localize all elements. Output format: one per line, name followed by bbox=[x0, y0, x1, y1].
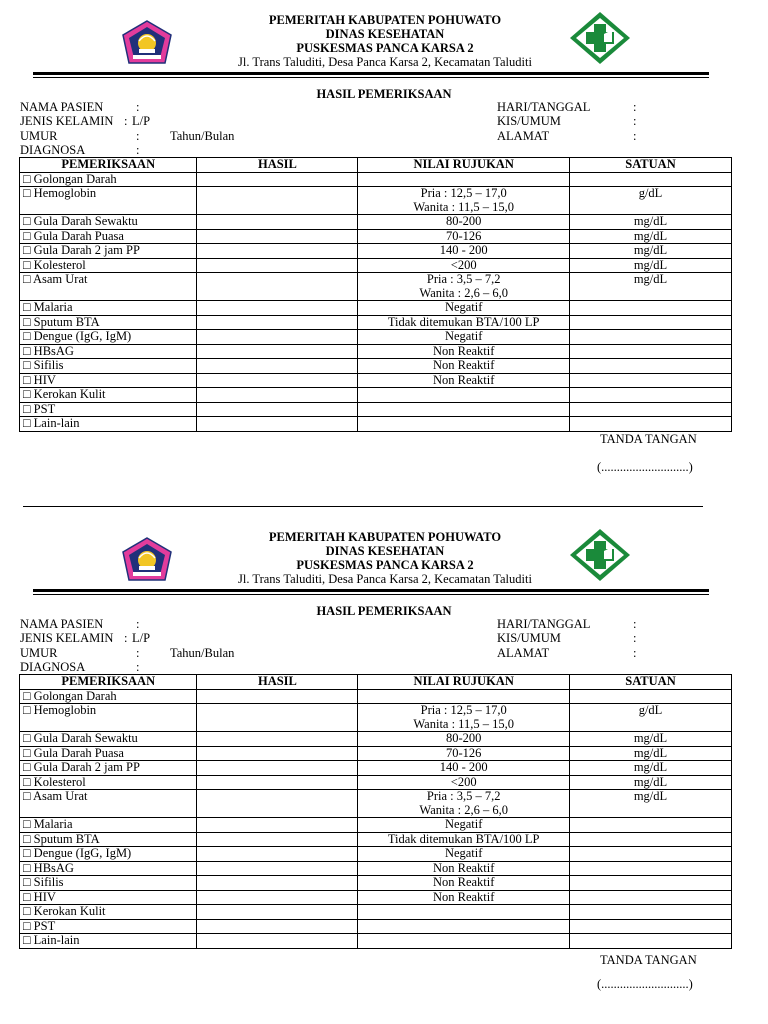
table-row bbox=[20, 832, 732, 847]
result-cell[interactable] bbox=[197, 417, 358, 432]
reference-value-cell bbox=[358, 790, 570, 818]
reference-value-cell bbox=[358, 244, 570, 259]
reference-value-cell bbox=[358, 919, 570, 934]
diagnosa-colon: : bbox=[136, 660, 140, 675]
unit-cell bbox=[569, 861, 731, 876]
reference-value: Pria : 3,5 – 7,2 bbox=[426, 789, 501, 803]
table-row bbox=[20, 818, 732, 833]
header-nilai-rujukan: NILAI RUJUKAN bbox=[358, 158, 570, 173]
table-row bbox=[20, 876, 732, 891]
umur-row bbox=[20, 646, 350, 660]
hari-tanggal-colon: : bbox=[633, 100, 637, 114]
hari-tanggal-row bbox=[497, 100, 667, 114]
puskesmas-cross-icon bbox=[568, 527, 632, 583]
unit-cell: mg/dL bbox=[569, 732, 731, 747]
result-cell[interactable] bbox=[197, 388, 358, 403]
exam-name-cell[interactable]: □ Gula Darah 2 jam PP bbox=[20, 244, 197, 259]
unit-cell bbox=[569, 388, 731, 403]
patient-info-left bbox=[20, 100, 350, 158]
reference-value-cell bbox=[358, 847, 570, 862]
table-row bbox=[20, 172, 732, 187]
kis-umum-label: KIS/UMUM bbox=[497, 114, 561, 129]
reference-value: Negatif bbox=[444, 846, 483, 860]
exam-name-cell[interactable]: □ Hemoglobin bbox=[20, 187, 197, 215]
exam-name-cell[interactable]: □ Gula Darah Sewaktu bbox=[20, 215, 197, 230]
unit-cell bbox=[569, 417, 731, 432]
clinic-name: PUSKESMAS PANCA KARSA 2 bbox=[296, 41, 474, 55]
header-hasil: HASIL bbox=[197, 675, 358, 690]
unit-cell: mg/dL bbox=[569, 790, 731, 818]
result-cell[interactable] bbox=[197, 689, 358, 704]
exam-name-cell[interactable]: □ Dengue (IgG, IgM) bbox=[20, 847, 197, 862]
signature-label: TANDA TANGAN bbox=[600, 432, 697, 446]
exam-name-cell[interactable]: □ Lain-lain bbox=[20, 934, 197, 949]
unit-cell: mg/dL bbox=[569, 761, 731, 776]
reference-value-cell bbox=[358, 172, 570, 187]
exam-name-cell[interactable]: □ Asam Urat bbox=[20, 273, 197, 301]
form-separator-line bbox=[23, 506, 703, 507]
result-cell[interactable] bbox=[197, 861, 358, 876]
signature-field[interactable]: (............................) bbox=[597, 977, 693, 991]
umur-unit: Tahun/Bulan bbox=[170, 128, 235, 143]
table-row bbox=[20, 905, 732, 920]
alamat-row bbox=[497, 129, 667, 143]
exam-name-cell[interactable]: □ HBsAG bbox=[20, 344, 197, 359]
patient-info-right bbox=[497, 100, 667, 143]
exam-name-cell[interactable]: □ HIV bbox=[20, 373, 197, 388]
result-cell[interactable] bbox=[197, 876, 358, 891]
reference-value: Non Reaktif bbox=[432, 889, 495, 904]
result-cell[interactable] bbox=[197, 832, 358, 847]
result-cell[interactable] bbox=[197, 187, 358, 215]
header-rule-thin bbox=[33, 594, 709, 595]
reference-value-cell bbox=[358, 359, 570, 374]
kis-umum-row bbox=[497, 631, 667, 645]
umur-unit: Tahun/Bulan bbox=[170, 645, 235, 660]
clinic-address: Jl. Trans Taluditi, Desa Panca Karsa 2, Kecamatan Taluditi bbox=[238, 55, 532, 69]
exam-name-cell[interactable]: □ Golongan Darah bbox=[20, 689, 197, 704]
reference-value-cell bbox=[358, 818, 570, 833]
header-hasil: HASIL bbox=[197, 158, 358, 173]
result-cell[interactable] bbox=[197, 301, 358, 316]
alamat-colon: : bbox=[633, 645, 637, 660]
unit-cell: mg/dL bbox=[569, 746, 731, 761]
signature-label: TANDA TANGAN bbox=[600, 953, 697, 967]
table-row bbox=[20, 919, 732, 934]
reference-value-cell bbox=[358, 417, 570, 432]
reference-value-cell bbox=[358, 301, 570, 316]
diagnosa-label: DIAGNOSA bbox=[20, 660, 86, 675]
exam-name-cell[interactable]: □ Kolesterol bbox=[20, 258, 197, 273]
exam-name-cell[interactable]: □ Asam Urat bbox=[20, 790, 197, 818]
letterhead bbox=[0, 517, 768, 593]
table-row bbox=[20, 315, 732, 330]
reference-value-cell bbox=[358, 746, 570, 761]
unit-cell bbox=[569, 832, 731, 847]
result-cell[interactable] bbox=[197, 273, 358, 301]
result-cell[interactable] bbox=[197, 847, 358, 862]
department-name: DINAS KESEHATAN bbox=[325, 27, 445, 41]
reference-value-cell bbox=[358, 315, 570, 330]
department-name: DINAS KESEHATAN bbox=[325, 544, 445, 558]
exam-name-cell[interactable]: □ Dengue (IgG, IgM) bbox=[20, 330, 197, 345]
reference-value: 80-200 bbox=[445, 731, 482, 745]
table-row bbox=[20, 344, 732, 359]
exam-name-cell[interactable]: □ HBsAG bbox=[20, 861, 197, 876]
exam-name-cell[interactable]: □ Sputum BTA bbox=[20, 315, 197, 330]
result-cell[interactable] bbox=[197, 330, 358, 345]
reference-value-cell bbox=[358, 876, 570, 891]
result-cell[interactable] bbox=[197, 775, 358, 790]
kis-umum-colon: : bbox=[633, 631, 637, 646]
umur-colon: : bbox=[136, 645, 140, 660]
reference-value: 70-126 bbox=[445, 745, 482, 760]
unit-cell bbox=[569, 847, 731, 862]
table-row bbox=[20, 273, 732, 301]
jenis-kelamin-value: L/P bbox=[132, 114, 151, 129]
header-rule-thick bbox=[33, 589, 709, 592]
exam-name-cell[interactable]: □ Lain-lain bbox=[20, 417, 197, 432]
table-row bbox=[20, 761, 732, 776]
regency-emblem-icon bbox=[119, 536, 175, 584]
umur-label: UMUR bbox=[20, 128, 58, 143]
unit-cell bbox=[569, 402, 731, 417]
reference-value: Pria : 12,5 – 17,0 bbox=[420, 186, 507, 200]
result-cell[interactable] bbox=[197, 315, 358, 330]
reference-value: Tidak ditemukan BTA/100 LP bbox=[387, 314, 540, 329]
nama-pasien-row bbox=[20, 617, 350, 631]
alamat-label: ALAMAT bbox=[497, 645, 550, 660]
reference-value-cell bbox=[358, 689, 570, 704]
results-table bbox=[19, 674, 732, 949]
exam-name-cell[interactable]: □ PST bbox=[20, 402, 197, 417]
reference-value-cell bbox=[358, 704, 570, 732]
table-header-row bbox=[20, 675, 732, 690]
reference-value: Pria : 3,5 – 7,2 bbox=[426, 272, 501, 286]
jenis-kelamin-colon: : bbox=[124, 631, 128, 646]
unit-cell bbox=[569, 344, 731, 359]
result-cell[interactable] bbox=[197, 890, 358, 905]
unit-cell bbox=[569, 934, 731, 949]
result-cell[interactable] bbox=[197, 258, 358, 273]
umur-colon: : bbox=[136, 128, 140, 143]
reference-value: <200 bbox=[450, 257, 477, 272]
exam-name-cell[interactable]: □ Sifilis bbox=[20, 876, 197, 891]
reference-value: Non Reaktif bbox=[432, 875, 495, 889]
signature-field[interactable]: (............................) bbox=[597, 460, 693, 474]
result-cell[interactable] bbox=[197, 732, 358, 747]
patient-info-left bbox=[20, 617, 350, 675]
result-cell[interactable] bbox=[197, 746, 358, 761]
result-cell[interactable] bbox=[197, 761, 358, 776]
table-row bbox=[20, 402, 732, 417]
reference-value: Non Reaktif bbox=[432, 358, 495, 372]
government-name: PEMERITAH KABUPATEN POHUWATO bbox=[268, 530, 502, 544]
nama-pasien-label: NAMA PASIEN bbox=[20, 100, 104, 114]
reference-value-secondary: Wanita : 2,6 – 6,0 bbox=[419, 285, 508, 300]
table-row bbox=[20, 301, 732, 316]
reference-value-secondary: Wanita : 11,5 – 15,0 bbox=[413, 716, 514, 731]
unit-cell: g/dL bbox=[569, 187, 731, 215]
unit-cell bbox=[569, 919, 731, 934]
reference-value: Pria : 12,5 – 17,0 bbox=[420, 703, 507, 717]
nama-pasien-label: NAMA PASIEN bbox=[20, 617, 104, 631]
exam-name-cell[interactable]: □ Kerokan Kulit bbox=[20, 905, 197, 920]
table-row bbox=[20, 417, 732, 432]
unit-cell bbox=[569, 876, 731, 891]
diagnosa-row bbox=[20, 143, 350, 157]
table-body bbox=[20, 172, 732, 431]
jenis-kelamin-value: L/P bbox=[132, 631, 151, 646]
exam-name-cell[interactable]: □ HIV bbox=[20, 890, 197, 905]
unit-cell bbox=[569, 315, 731, 330]
result-cell[interactable] bbox=[197, 172, 358, 187]
result-cell[interactable] bbox=[197, 790, 358, 818]
table-row bbox=[20, 704, 732, 732]
table-row bbox=[20, 790, 732, 818]
table-row bbox=[20, 775, 732, 790]
reference-value: Non Reaktif bbox=[432, 343, 495, 358]
table-body bbox=[20, 689, 732, 948]
exam-name-cell[interactable]: □ Malaria bbox=[20, 818, 197, 833]
reference-value: Negatif bbox=[444, 329, 483, 343]
jenis-kelamin-label: JENIS KELAMIN bbox=[20, 114, 114, 129]
unit-cell bbox=[569, 373, 731, 388]
exam-name-cell[interactable]: □ Sifilis bbox=[20, 359, 197, 374]
header-nilai-rujukan: NILAI RUJUKAN bbox=[358, 675, 570, 690]
table-row bbox=[20, 861, 732, 876]
table-row bbox=[20, 215, 732, 230]
patient-info-right bbox=[497, 617, 667, 660]
table-row bbox=[20, 934, 732, 949]
result-cell[interactable] bbox=[197, 704, 358, 732]
kis-umum-row bbox=[497, 114, 667, 128]
result-cell[interactable] bbox=[197, 373, 358, 388]
reference-value-cell bbox=[358, 273, 570, 301]
reference-value-cell bbox=[358, 861, 570, 876]
header-rule-thick bbox=[33, 72, 709, 75]
reference-value: 140 - 200 bbox=[439, 243, 488, 257]
nama-pasien-row bbox=[20, 100, 350, 114]
lab-form-bottom bbox=[0, 517, 768, 991]
reference-value-cell bbox=[358, 905, 570, 920]
result-cell[interactable] bbox=[197, 359, 358, 374]
clinic-address: Jl. Trans Taluditi, Desa Panca Karsa 2, Kecamatan Taluditi bbox=[238, 572, 532, 586]
reference-value-cell bbox=[358, 344, 570, 359]
jenis-kelamin-row bbox=[20, 631, 350, 645]
hari-tanggal-row bbox=[497, 617, 667, 631]
umur-label: UMUR bbox=[20, 645, 58, 660]
header-satuan: SATUAN bbox=[569, 158, 731, 173]
lab-form-top bbox=[0, 0, 768, 474]
reference-value: Non Reaktif bbox=[432, 860, 495, 875]
table-row bbox=[20, 359, 732, 374]
unit-cell bbox=[569, 301, 731, 316]
reference-value-cell bbox=[358, 761, 570, 776]
jenis-kelamin-label: JENIS KELAMIN bbox=[20, 631, 114, 646]
unit-cell: mg/dL bbox=[569, 244, 731, 259]
table-row bbox=[20, 258, 732, 273]
table-row bbox=[20, 373, 732, 388]
exam-name-cell[interactable]: □ PST bbox=[20, 919, 197, 934]
reference-value: Negatif bbox=[444, 300, 483, 314]
table-row bbox=[20, 187, 732, 215]
letterhead-text bbox=[185, 530, 585, 586]
unit-cell: mg/dL bbox=[569, 229, 731, 244]
header-pemeriksaan: PEMERIKSAAN bbox=[20, 675, 197, 690]
result-cell[interactable] bbox=[197, 818, 358, 833]
unit-cell: mg/dL bbox=[569, 273, 731, 301]
reference-value-cell bbox=[358, 934, 570, 949]
reference-value: 140 - 200 bbox=[439, 760, 488, 774]
diagnosa-colon: : bbox=[136, 143, 140, 158]
reference-value-cell bbox=[358, 402, 570, 417]
unit-cell: mg/dL bbox=[569, 215, 731, 230]
hari-tanggal-label: HARI/TANGGAL bbox=[497, 100, 591, 114]
unit-cell bbox=[569, 905, 731, 920]
exam-name-cell[interactable]: □ Gula Darah Puasa bbox=[20, 229, 197, 244]
reference-value-cell bbox=[358, 373, 570, 388]
header-rule-thin bbox=[33, 77, 709, 78]
reference-value-cell bbox=[358, 187, 570, 215]
hari-tanggal-label: HARI/TANGGAL bbox=[497, 617, 591, 631]
unit-cell: mg/dL bbox=[569, 775, 731, 790]
result-cell[interactable] bbox=[197, 229, 358, 244]
reference-value-cell bbox=[358, 229, 570, 244]
puskesmas-cross-icon bbox=[568, 10, 632, 66]
clinic-name: PUSKESMAS PANCA KARSA 2 bbox=[296, 558, 474, 572]
exam-name-cell[interactable]: □ Hemoglobin bbox=[20, 704, 197, 732]
exam-name-cell[interactable]: □ Sputum BTA bbox=[20, 832, 197, 847]
reference-value: Non Reaktif bbox=[432, 372, 495, 387]
reference-value: Tidak ditemukan BTA/100 LP bbox=[387, 831, 540, 846]
exam-name-cell[interactable]: □ Kolesterol bbox=[20, 775, 197, 790]
header-pemeriksaan: PEMERIKSAAN bbox=[20, 158, 197, 173]
regency-emblem-icon bbox=[119, 19, 175, 67]
alamat-label: ALAMAT bbox=[497, 128, 550, 143]
table-row bbox=[20, 746, 732, 761]
result-cell[interactable] bbox=[197, 402, 358, 417]
unit-cell bbox=[569, 689, 731, 704]
exam-name-cell[interactable]: □ Gula Darah 2 jam PP bbox=[20, 761, 197, 776]
nama-pasien-colon: : bbox=[136, 100, 140, 114]
reference-value-secondary: Wanita : 2,6 – 6,0 bbox=[419, 802, 508, 817]
result-cell[interactable] bbox=[197, 215, 358, 230]
jenis-kelamin-row bbox=[20, 114, 350, 128]
table-row bbox=[20, 244, 732, 259]
result-cell[interactable] bbox=[197, 919, 358, 934]
unit-cell bbox=[569, 890, 731, 905]
reference-value-cell bbox=[358, 215, 570, 230]
reference-value-cell bbox=[358, 832, 570, 847]
reference-value-secondary: Wanita : 11,5 – 15,0 bbox=[413, 199, 514, 214]
form-title: HASIL PEMERIKSAAN bbox=[316, 604, 452, 618]
table-row bbox=[20, 732, 732, 747]
table-header-row bbox=[20, 158, 732, 173]
reference-value: 70-126 bbox=[445, 228, 482, 243]
exam-name-cell[interactable]: □ Malaria bbox=[20, 301, 197, 316]
hari-tanggal-colon: : bbox=[633, 617, 637, 631]
reference-value-cell bbox=[358, 388, 570, 403]
result-cell[interactable] bbox=[197, 934, 358, 949]
header-satuan: SATUAN bbox=[569, 675, 731, 690]
alamat-row bbox=[497, 646, 667, 660]
unit-cell: mg/dL bbox=[569, 258, 731, 273]
reference-value: Negatif bbox=[444, 817, 483, 831]
alamat-colon: : bbox=[633, 128, 637, 143]
reference-value-cell bbox=[358, 330, 570, 345]
reference-value: <200 bbox=[450, 774, 477, 789]
umur-row bbox=[20, 129, 350, 143]
result-cell[interactable] bbox=[197, 244, 358, 259]
result-cell[interactable] bbox=[197, 905, 358, 920]
unit-cell bbox=[569, 330, 731, 345]
government-name: PEMERITAH KABUPATEN POHUWATO bbox=[268, 13, 502, 27]
reference-value-cell bbox=[358, 890, 570, 905]
unit-cell: g/dL bbox=[569, 704, 731, 732]
diagnosa-row bbox=[20, 660, 350, 674]
kis-umum-label: KIS/UMUM bbox=[497, 631, 561, 646]
table-row bbox=[20, 890, 732, 905]
results-table bbox=[19, 157, 732, 432]
table-row bbox=[20, 689, 732, 704]
exam-name-cell[interactable]: □ Golongan Darah bbox=[20, 172, 197, 187]
letterhead bbox=[0, 0, 768, 76]
table-row bbox=[20, 330, 732, 345]
form-title: HASIL PEMERIKSAAN bbox=[316, 87, 452, 101]
exam-name-cell[interactable]: □ Kerokan Kulit bbox=[20, 388, 197, 403]
nama-pasien-colon: : bbox=[136, 617, 140, 631]
kis-umum-colon: : bbox=[633, 114, 637, 129]
reference-value-cell bbox=[358, 775, 570, 790]
unit-cell bbox=[569, 359, 731, 374]
letterhead-text bbox=[185, 13, 585, 69]
diagnosa-label: DIAGNOSA bbox=[20, 143, 86, 158]
result-cell[interactable] bbox=[197, 344, 358, 359]
reference-value-cell bbox=[358, 258, 570, 273]
reference-value: 80-200 bbox=[445, 214, 482, 228]
table-row bbox=[20, 229, 732, 244]
exam-name-cell[interactable]: □ Gula Darah Puasa bbox=[20, 746, 197, 761]
unit-cell bbox=[569, 172, 731, 187]
unit-cell bbox=[569, 818, 731, 833]
table-row bbox=[20, 388, 732, 403]
exam-name-cell[interactable]: □ Gula Darah Sewaktu bbox=[20, 732, 197, 747]
table-row bbox=[20, 847, 732, 862]
jenis-kelamin-colon: : bbox=[124, 114, 128, 129]
reference-value-cell bbox=[358, 732, 570, 747]
